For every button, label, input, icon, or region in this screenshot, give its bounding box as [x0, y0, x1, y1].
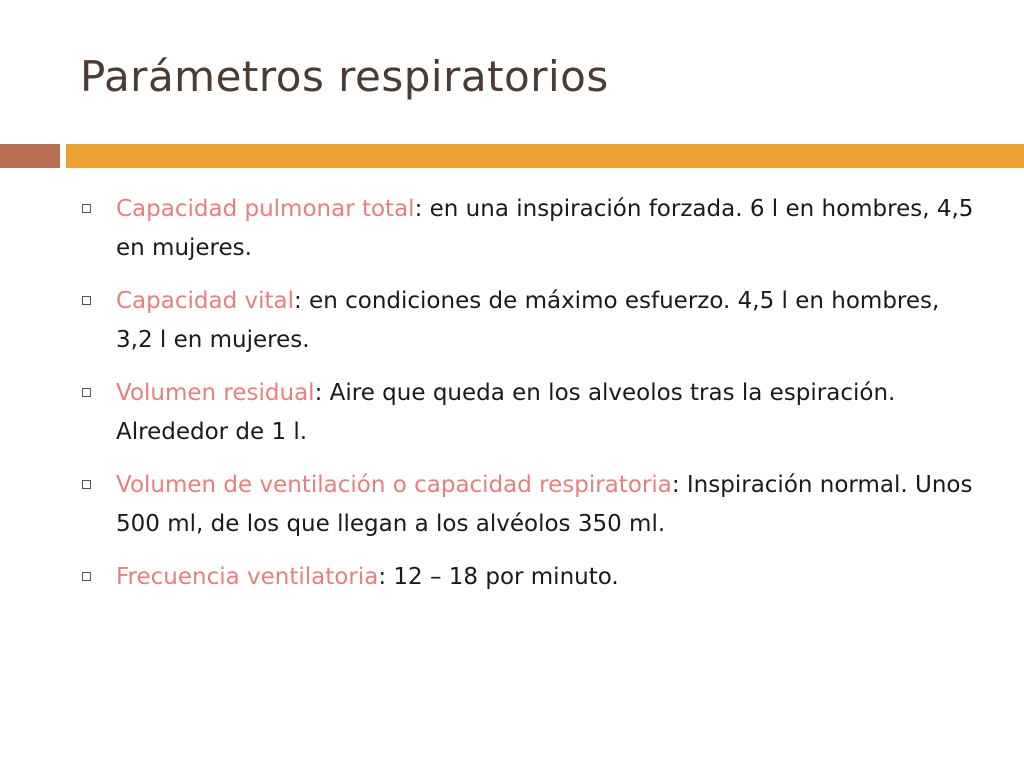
hollow-square-bullet-icon — [82, 204, 91, 213]
bullet-text: : en una inspiración forzada. 6 l en hombres, 4,5 en mujeres. — [116, 196, 974, 261]
accent-bar-right — [66, 144, 1024, 168]
slide-title: Parámetros respiratorios — [80, 52, 609, 101]
bullet-text: : en condiciones de máximo esfuerzo. 4,5 l en hombres, 3,2 l en mujeres. — [116, 288, 940, 353]
bullet-item — [80, 374, 980, 452]
bullet-text: : 12 – 18 por minuto. — [378, 564, 619, 590]
hollow-square-bullet-icon — [82, 480, 91, 489]
hollow-square-bullet-icon — [82, 572, 91, 581]
hollow-square-bullet-icon — [82, 388, 91, 397]
bullet-term: Capacidad vital — [116, 288, 294, 314]
bullet-item — [80, 282, 980, 360]
bullet-item — [80, 190, 980, 268]
accent-bar-left — [0, 144, 60, 168]
hollow-square-bullet-icon — [82, 296, 91, 305]
bullet-list — [80, 190, 980, 611]
bullet-item — [80, 558, 980, 597]
bullet-term: Frecuencia ventilatoria — [116, 564, 379, 590]
bullet-text: : Aire que queda en los alveolos tras la espiración. Alrededor de 1 l. — [116, 380, 896, 445]
bullet-term: Capacidad pulmonar total — [116, 196, 415, 222]
bullet-term: Volumen residual — [116, 380, 315, 406]
bullet-term: Volumen de ventilación o capacidad respiratoria — [116, 472, 672, 498]
bullet-text: : Inspiración normal. Unos 500 ml, de los que llegan a los alvéolos 350 ml. — [116, 472, 973, 537]
bullet-item — [80, 466, 980, 544]
